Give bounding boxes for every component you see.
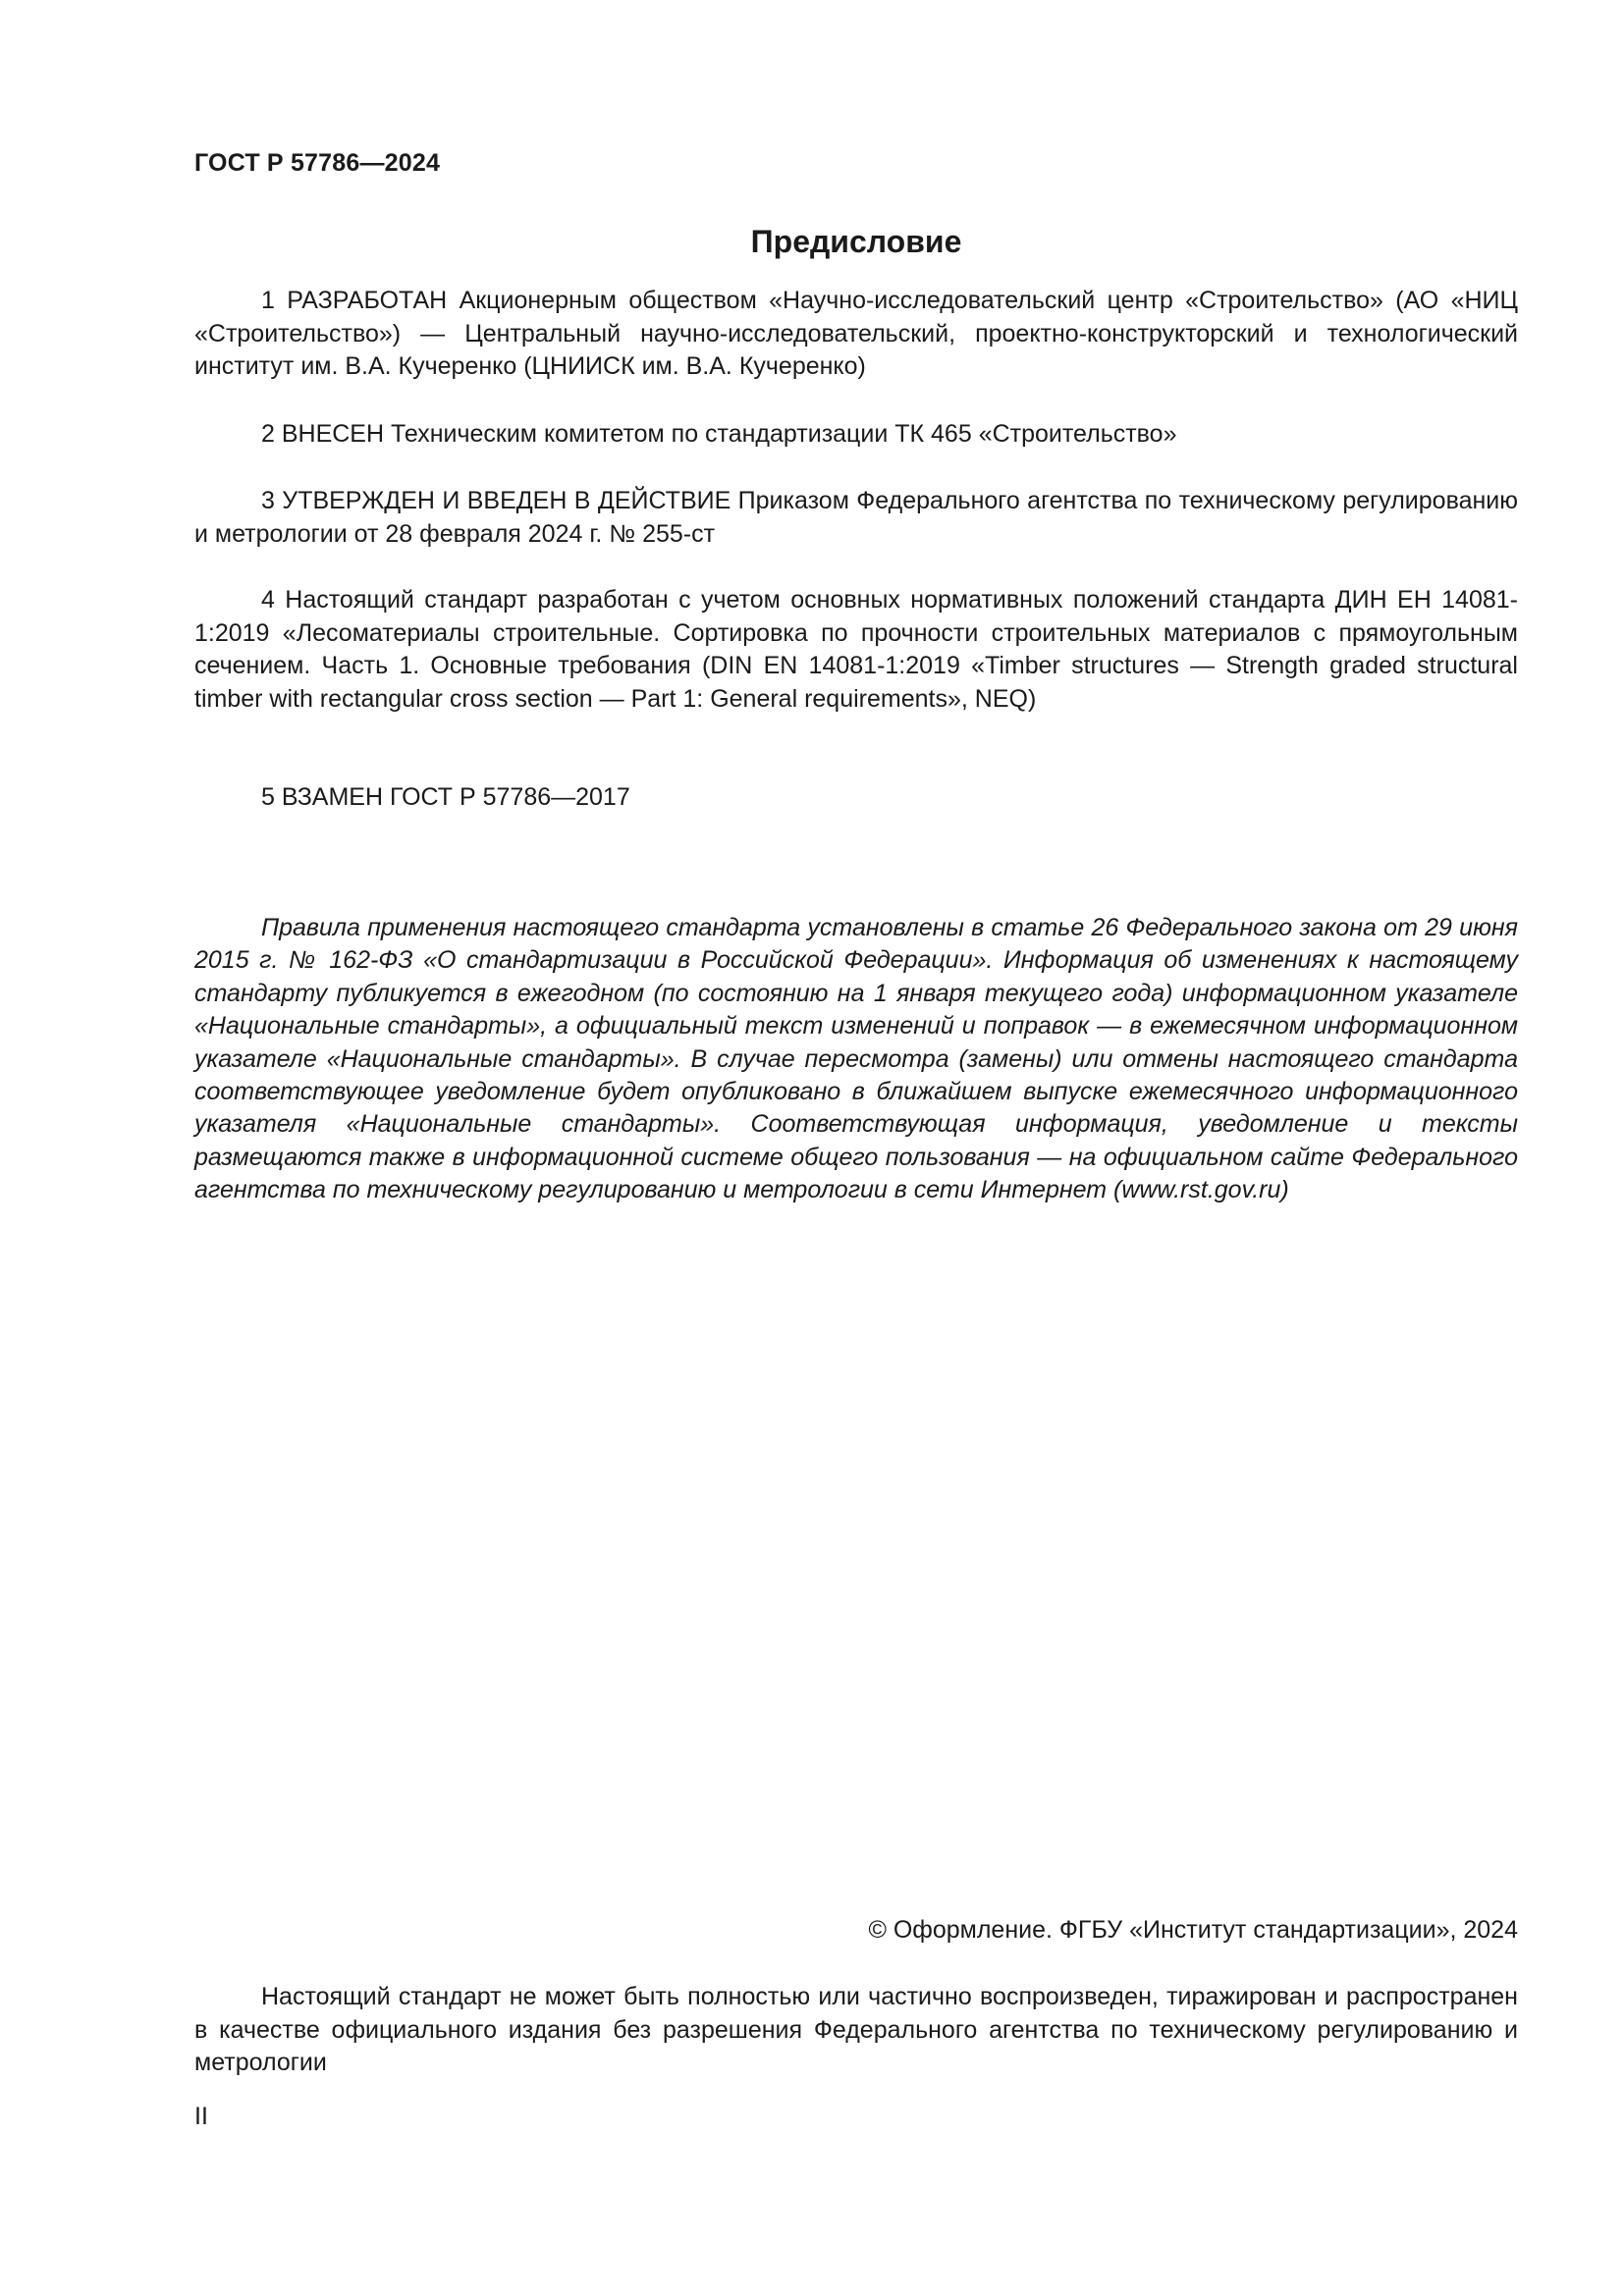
page-number: II <box>194 2103 208 2130</box>
paragraph-introduced-by: 2 ВНЕСЕН Техническим комитетом по стандартизации ТК 465 «Строительство» <box>261 420 1177 448</box>
reproduction-notice: Настоящий стандарт не может быть полностью или частично воспроизведен, тиражирован и распространен в качестве официального издания без разрешения Федерального агентства по техническому регулированию и метрологии <box>194 1983 1518 2076</box>
paragraph-approved: 3 УТВЕРЖДЕН И ВВЕДЕН В ДЕЙСТВИЕ Приказом Федерального агентства по техническому регулированию и метрологии от 28 февраля 2024 г. № 255-ст <box>194 487 1518 548</box>
application-rules-note: Правила применения настоящего стандарта установлены в статье 26 Федерального закона от 29 июня 2015 г. № 162-ФЗ «О стандартизации в Российской Федерации». Информация об изменениях к настоящему стандарту публикуется в ежегодном (по состоянию на 1 января текущего года) информационном указателе «Национальные стандарты», а официальный текст изменений и поправок — в ежемесячном информационном указателе «Национальные стандарты». В случае пересмотра (замены) или отмены настоящего стандарта соответствующее уведомление будет опубликовано в ближайшем выпуске ежемесячного информационного указателя «Национальные стандарты». Соответствующая информация, уведомление и тексты размещаются также в информационной системе общего пользования — на официальном сайте Федерального агентства по техническому регулированию и метрологии в сети Интернет (www.rst.gov.ru) <box>194 914 1518 1204</box>
page-title: Предисловие <box>750 224 962 259</box>
copyright-line: © Оформление. ФГБУ «Институт стандартизации», 2024 <box>868 1916 1518 1944</box>
paragraph-replaces: 5 ВЗАМЕН ГОСТ Р 57786—2017 <box>261 783 630 811</box>
document-code: ГОСТ Р 57786—2024 <box>194 149 441 177</box>
paragraph-based-on: 4 Настоящий стандарт разработан с учетом основных нормативных положений стандарта ДИН ЕН 14081-1:2019 «Лесоматериалы строительные. Сортировка по прочности строительных материалов с прямоугольным сечением. Часть 1. Основные требования (DIN EN 14081-1:2019 «Timber structures — Strength graded structural timber with rectangular cross section — Part 1: General requirements», NEQ) <box>194 586 1518 713</box>
paragraph-developed-by: 1 РАЗРАБОТАН Акционерным обществом «Научно-исследовательский центр «Строительство» (АО «НИЦ «Строительство») — Центральный научно-исследовательский, проектно-конструкторский и технологический институт им. В.А. Кучеренко (ЦНИИСК им. В.А. Кучеренко) <box>194 287 1518 380</box>
